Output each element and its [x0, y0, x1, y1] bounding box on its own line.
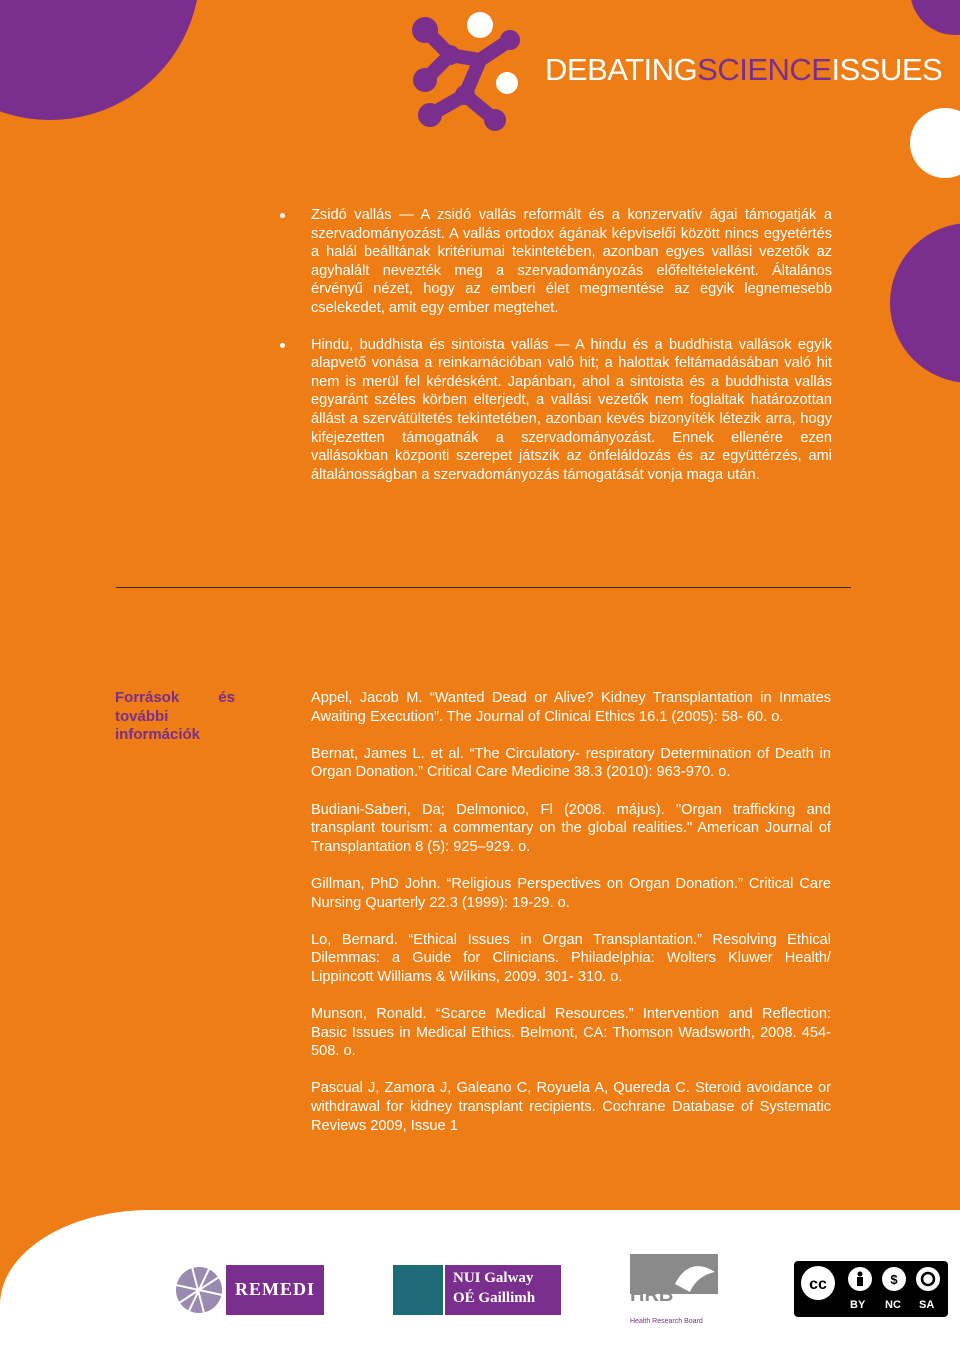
- reference-item: Bernat, James L. et al. “The Circulatory- respiratory Determination of Death in Organ Donation.” Critical Care Medicine 38.3 (2010): 963-970. o.: [311, 745, 831, 781]
- reference-item: Munson, Ronald. “Scarce Medical Resources.” Intervention and Reflection: Basic Issues in Medical Ethics. Belmont, CA: Thomson Wadsworth, 2008. 454-508. o.: [311, 1006, 831, 1060]
- reference-item: Budiani-Saberi, Da; Delmonico, Fl (2008. május). "Organ trafficking and transplant tourism: a commentary on the global realities." American Journal of Transplantation 8 (5): 925–929. o.: [311, 801, 831, 855]
- references-list: [311, 689, 831, 1154]
- svg-text:cc: cc: [809, 1276, 827, 1293]
- hrb-label: HRB: [630, 1284, 674, 1306]
- reference-item: Pascual J, Zamora J, Galeano C, Royuela A, Quereda C. Steroid avoidance or withdrawal for kidney transplant recipients. Cochrane Database of Systematic Reviews 2009, Issue 1: [311, 1080, 831, 1134]
- reference-item: Gillman, PhD John. “Religious Perspectives on Organ Donation.” Critical Care Nursing Quarterly 22.3 (1999): 19-29. o.: [311, 875, 831, 911]
- decorative-circle-white-right: [910, 108, 960, 178]
- svg-text:$: $: [890, 1272, 898, 1287]
- sources-heading-line3: információk: [115, 726, 201, 744]
- list-item: [280, 206, 832, 318]
- decorative-circle-top-left: [0, 0, 200, 120]
- sources-heading: [115, 689, 235, 745]
- sources-heading-line2: további: [115, 707, 169, 725]
- list-item: [280, 336, 832, 485]
- debating-science-issues-logo: [545, 52, 942, 88]
- creative-commons-badge: [794, 1261, 948, 1317]
- logo-text-part2: SCIENCE: [697, 52, 832, 87]
- remedi-logo: [174, 1265, 324, 1315]
- cc-license-icons: [794, 1261, 948, 1301]
- hrb-logo: [630, 1254, 725, 1326]
- reference-item: Appel, Jacob M. “Wanted Dead or Alive? Kidney Transplantation in Inmates Awaiting Execution”. The Journal of Clinical Ethics 16.1 (2005): 58- 60. o.: [311, 690, 831, 725]
- remedi-globe-icon: [174, 1265, 224, 1315]
- logo-text-part3: ISSUES: [831, 52, 943, 87]
- bullet-text-jewish: Zsidó vallás — A zsidó vallás reformált és a konzervatív ágai támogatják a szervadományozást. A vallás ortodox ágának képviselői között nincs egyetértés a halál beálltának kritériumai tekintetében, azonban egyes vallási vezetők az agyhalált nevezték meg a szervadományozás előfeltételeként. Általános érvényű nézet, hogy az emberi élet megmentése az egyik legnemesebb cselekedet, amit egy ember megtehet.: [311, 207, 832, 316]
- reference-item: Lo, Bernard. “Ethical Issues in Organ Transplantation.” Resolving Ethical Dilemmas: a Guide for Clinicians. Philadelphia: Wolters Kluwer Health/ Lippincott Williams & Wilkins, 2009. 301- 310. o.: [311, 931, 831, 985]
- section-divider: [116, 587, 851, 588]
- logo-text-part1: DEBATING: [545, 52, 698, 87]
- nui-galway-logo: [393, 1265, 561, 1315]
- molecule-logo-icon: [395, 5, 535, 135]
- decorative-circle-right: [890, 223, 960, 383]
- footer-logo-bar: [0, 1210, 960, 1357]
- religion-bullet-list: [280, 206, 832, 502]
- nui-label-line1: NUI Galway: [453, 1270, 534, 1286]
- bullet-icon: [280, 213, 285, 218]
- nui-label-line2: OÉ Gaillimh: [453, 1290, 536, 1306]
- bullet-icon: [280, 343, 285, 348]
- hrb-sublabel: Health Research Board: [630, 1318, 703, 1325]
- cc-by-label: BY: [850, 1299, 866, 1311]
- remedi-label: REMEDI: [234, 1279, 315, 1299]
- sources-heading-line1: Források és: [115, 689, 235, 706]
- cc-nc-label: NC: [885, 1299, 901, 1311]
- cc-sa-label: SA: [919, 1299, 935, 1311]
- bullet-text-hindu-buddhist-shinto: Hindu, buddhista és sintoista vallás — A hindu és a buddhista vallások egyik alapvető vonása a reinkarnációban való hit; a halottak feltámadásában való hit nem is merül fel kérdésként. Japánban, ahol a sintoista és a buddhista vallás egyaránt széles körben elterjedt, a vallási vezetők nem foglaltak határozottan állást a szervátültetés tekintetében, azonban kevés bizonyíték létezik arra, hogy kifejezetten támogatnák a szervadományozást. Ennek ellenére ezen vallásokban központi szerepet játszik az önfeláldozás és az együttérzés, ami általánosságban a szervadományozás támogatását vonja maga után.: [311, 336, 832, 483]
- nui-tower-icon: [393, 1265, 443, 1315]
- decorative-circle-top-right: [910, 0, 960, 35]
